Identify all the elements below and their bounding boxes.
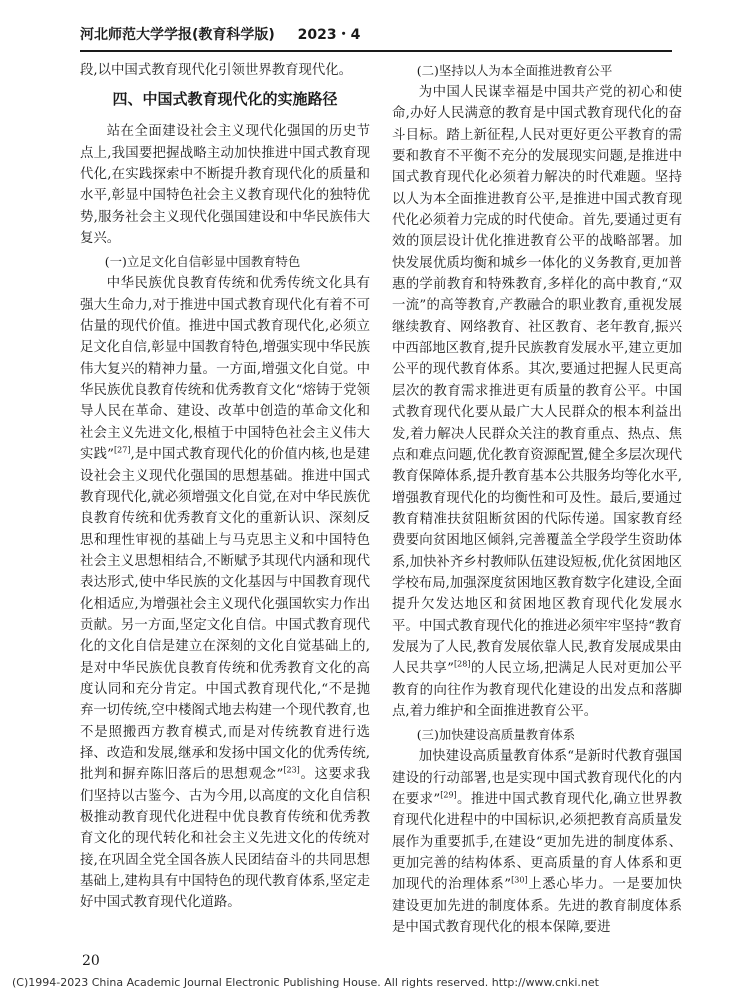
- citation-30: [30]: [511, 875, 528, 885]
- subsection-title-2: (二)坚持以人为本全面推进教育公平: [416, 63, 613, 78]
- running-header: [80, 24, 672, 50]
- subsection-title-1: (一)立足文化自信彰显中国教育特色: [104, 254, 301, 270]
- citation-28: [28]: [454, 659, 471, 669]
- subsection-title-3: (三)加快建设高质量教育体系: [416, 727, 576, 743]
- paragraph-education-equity: [392, 82, 682, 722]
- citation-23: [23]: [283, 765, 300, 775]
- copyright-footer: (C)1994-2023 China Academic Journal Electronic Publishing House. All rights reserved. http://www.cnki.net: [12, 976, 599, 989]
- citation-27: [27]: [114, 445, 131, 455]
- right-column: [392, 60, 682, 938]
- text-segment: 的人民立场,把满足人民对更加公平教育的向往作为教育现代化建设的出发点和落脚点,着力维护和全面推进教育公平。: [392, 661, 682, 719]
- text-segment: 上悉心毕力。一是要加快建设更加先进的制度体系。先进的教育制度体系是中国式教育现代化的根本保障,要进: [392, 877, 682, 936]
- section-title: 四、中国式教育现代化的实施路径: [112, 90, 338, 109]
- header-rule: [80, 50, 672, 52]
- text-segment: 。这要求我们坚持以古鉴今、古为今用,以高度的文化自信积极推动教育现代化进程中优良教育传统和优秀教育文化的现代转化和社会主义先进文化的传统对接,在巩固全党全国各族人民团结奋斗的共同思想基础上,建构具有中国特色的现代教育体系,坚定走好中国式教育现代化道路。: [80, 767, 370, 911]
- citation-29: [29]: [440, 790, 457, 800]
- text-segment: 中华民族优良教育传统和优秀传统文化具有强大生命力,对于推进中国式教育现代化有着不可估量的现代价值。推进中国式教育现代化,必须立足文化自信,彰显中国教育特色,增强实现中华民族伟大复兴的精神力量。一方面,增强文化自觉。中华民族优良教育传统和优秀教育文化“熔铸于党领导人民在革命、建设、改革中创造的革命文化和社会主义先进文化,根植于中国特色社会主义伟大实践”: [80, 276, 370, 463]
- text-segment: ,是中国式教育现代化的价值内核,也是建设社会主义现代化强国的思想基础。推进中国式教育现代化,就必须增强文化自觉,在对中华民族优良教育传统和优秀教育文化的重新认识、深刻反思和理性审视的基础上与马克思主义和中国特色社会主义思想相结合,不断赋予其现代内涵和现代表达形式,使中华民族的文化基因与中国教育现代化相适应,为增强社会主义现代化强国软实力作出贡献。另一方面,坚定文化自信。中国式教育现代化的文化自信是建立在深刻的文化自觉基础上的,是对中华民族优良教育传统和优秀教育文化的高度认同和充分肯定。中国式教育现代化,“不是抛弃一切传统,空中楼阁式地去构建一个现代教育,也不是照搬西方教育模式,而是对传统教育进行选择、改造和发展,继承和发扬中国文化的优秀传统,批判和摒弃陈旧落后的思想观念”: [80, 447, 370, 783]
- paragraph-continued: 段,以中国式教育现代化引领世界教育现代化。: [80, 63, 353, 78]
- journal-name: 河北师范大学学报(教育科学版): [80, 27, 275, 43]
- text-segment: 为中国人民谋幸福是中国共产党的初心和使命,办好人民满意的教育是中国式教育现代化的奋斗目标。踏上新征程,人民对更好更公平教育的需要和教育不平衡不充分的发展现实问题,是推进中国式教育现代化必须着力解决的时代难题。坚持以人为本全面推进教育公平,是推进中国式教育现代化必须着力完成的时代使命。首先,要通过更有效的顶层设计优化推进教育公平的战略部署。加快发展优质均衡和城乡一体化的义务教育,更加普惠的学前教育和特殊教育,多样化的高中教育,“双一流”的高等教育,产教融合的职业教育,重视发展继续教育、网络教育、社区教育、老年教育,振兴中西部地区教育,提升民族教育发展水平,建立更加公平的现代教育体系。其次,要通过把握人民更高层次的教育需求推进更有质量的教育公平。中国式教育现代化要从最广大人民群众的根本利益出发,着力解决人民群众关注的教育重点、热点、焦点和难点问题,优化教育资源配置,健全多层次现代教育保障体系,提升教育基本公共服务均等化水平,增强教育现代化的均衡性和可及性。最后,要通过教育精准扶贫阻断贫困的代际传递。国家教育经费要向贫困地区倾斜,完善覆盖全学段学生资助体系,加快补齐乡村教师队伍建设短板,优化贫困地区学校布局,加强深度贫困地区教育数字化建设,全面提升欠发达地区和贫困地区教育现代化发展水平。中国式教育现代化的推进必须牢牢坚持“教育发展为了人民,教育发展依靠人民,教育发展成果由人民共享”: [392, 85, 682, 677]
- left-column: [80, 60, 370, 914]
- page-number: 20: [82, 953, 100, 969]
- text-segment: 加快建设高质量教育体系“是新时代教育强国建设的行动部署,也是实现中国式教育现代化的内在要求”: [392, 749, 682, 807]
- paragraph-intro: 站在全面建设社会主义现代化强国的历史节点上,我国要把握战略主动加快推进中国式教育现代化,在实践探索中不断提升教育现代化的质量和水平,彰显中国特色社会主义教育现代化的独特优势,服务社会主义现代化强国建设和中华民族伟大复兴。: [80, 124, 370, 247]
- paragraph-cultural-confidence: [80, 273, 370, 913]
- text-segment: 。推进中国式教育现代化,确立世界教育现代化进程中的中国标识,必须把教育高质量发展作为重要抓手,在建设“更加先进的制度体系、更加完善的结构体系、更高质量的育人体系和更加现代的治理体系”: [392, 792, 682, 893]
- issue-number: 2023・4: [297, 27, 361, 43]
- paragraph-quality-system: [392, 746, 682, 938]
